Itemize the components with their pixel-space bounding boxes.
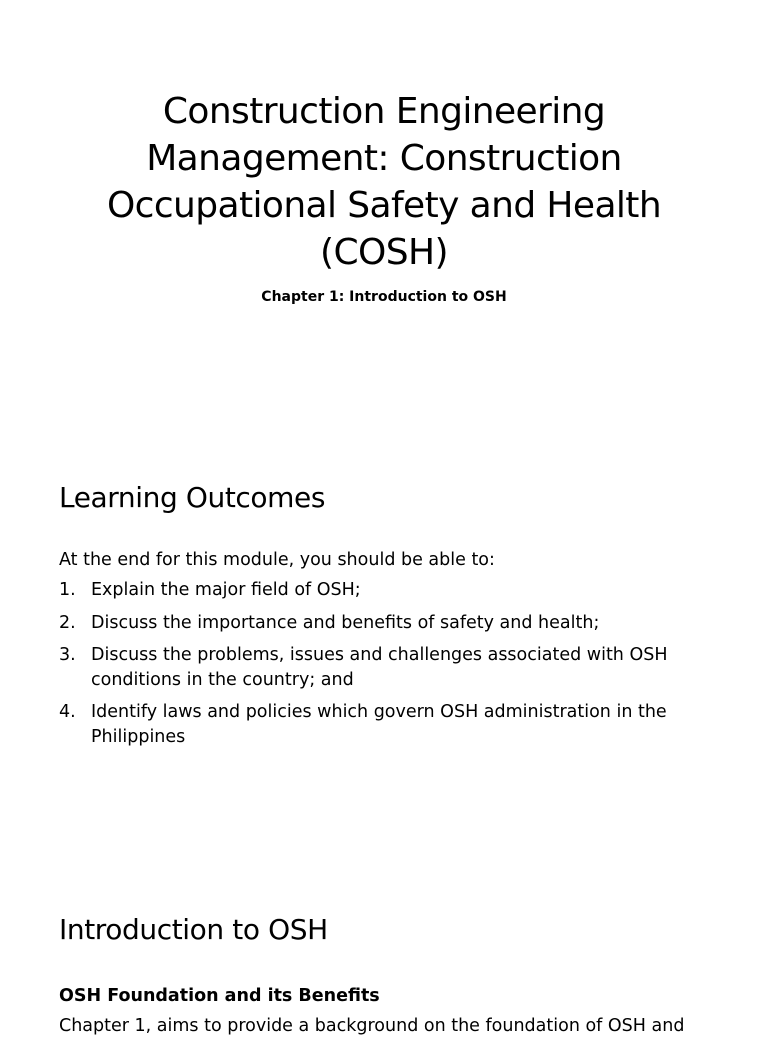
outcome-text: Discuss the importance and benefits of safety and health;	[91, 612, 600, 633]
learning-outcomes-heading: Learning Outcomes	[59, 481, 326, 514]
outcome-item	[59, 643, 719, 692]
intro-body-text: Chapter 1, aims to provide a background on the foundation of OSH and	[59, 1016, 685, 1036]
outcome-number: 2.	[59, 612, 76, 633]
outcome-text: Identify laws and policies which govern OSH administration in the Philippines	[91, 702, 667, 747]
outcome-number: 3.	[59, 645, 76, 665]
outcomes-intro-text: At the end for this module, you should be able to:	[59, 550, 495, 570]
introduction-slide	[0, 864, 768, 1036]
outcome-item	[59, 700, 719, 749]
outcome-item	[59, 611, 719, 636]
outcome-text: Discuss the problems, issues and challenges associated with OSH conditions in the country; and	[91, 645, 668, 690]
outcome-item	[59, 578, 719, 603]
introduction-heading: Introduction to OSH	[59, 913, 328, 946]
learning-outcomes-slide	[0, 432, 768, 864]
chapter-subtitle: Chapter 1: Introduction to OSH	[261, 289, 507, 305]
document-title: Construction Engineering Management: Construction Occupational Safety and Health (COSH)	[106, 91, 662, 273]
outcomes-list	[59, 578, 719, 757]
outcome-number: 4.	[59, 702, 76, 722]
outcome-number: 1.	[59, 580, 76, 600]
title-slide	[0, 0, 768, 432]
section-subheading: OSH Foundation and its Benefits	[59, 986, 380, 1006]
outcome-text: Explain the major field of OSH;	[91, 580, 361, 600]
